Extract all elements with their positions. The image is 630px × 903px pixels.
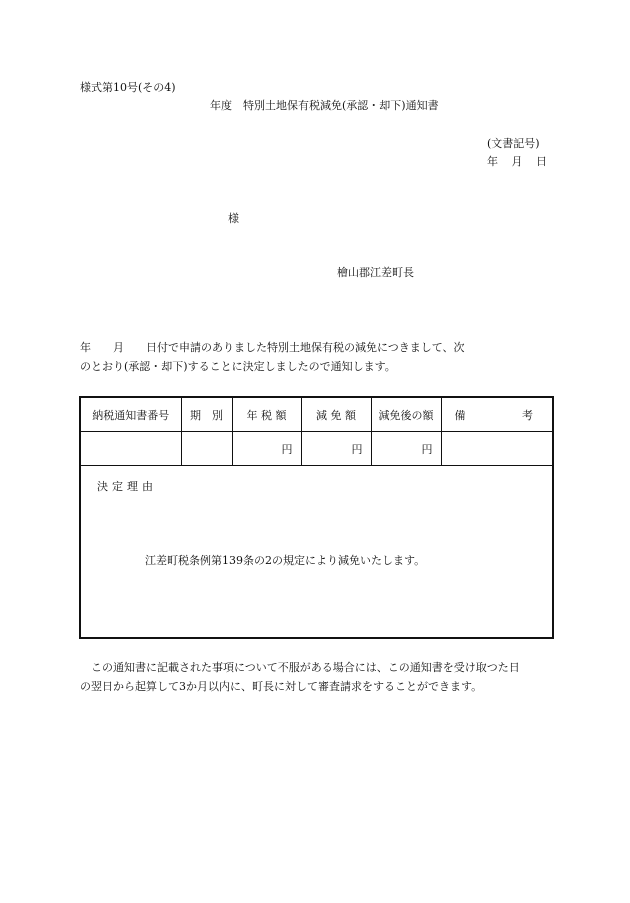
- header-after-reduction: 減免後の額: [371, 397, 441, 432]
- appeal-notice-line-2: の翌日から起算して3か月以内に、町長に対して審査請求をすることができます。: [80, 680, 483, 693]
- cell-notice-number: [80, 432, 181, 466]
- appeal-notice-line-1: この通知書に記載された事項について不服がある場合には、この通知書を受け取つた日: [91, 661, 520, 674]
- document-title: 年度 特別土地保有税減免(承認・却下)通知書: [210, 99, 439, 112]
- cell-after-reduction: 円: [371, 432, 441, 466]
- table-row: [80, 432, 553, 466]
- form-number: 様式第10号(その4): [80, 81, 176, 94]
- body-text-line-1: 年 月 日付で申請のありました特別土地保有税の減免につきまして、次: [80, 341, 465, 354]
- issue-date: 年 月 日: [487, 155, 547, 168]
- reason-cell: [80, 466, 553, 639]
- header-period: 期 別: [181, 397, 232, 432]
- body-text-line-2: のとおり(承認・却下)することに決定しましたので通知します。: [80, 360, 396, 373]
- cell-tax-amount: 円: [232, 432, 301, 466]
- reason-label: 決定理由: [97, 480, 157, 493]
- sender-name: 檜山郡江差町長: [337, 266, 414, 279]
- reason-text: 江差町税条例第139条の2の規定により減免いたします。: [145, 554, 426, 567]
- header-tax-amount: 年 税 額: [232, 397, 301, 432]
- header-reduction-amount: 減 免 額: [301, 397, 371, 432]
- table-header-row: [80, 397, 553, 432]
- cell-remarks: [441, 432, 553, 466]
- addressee-suffix: 様: [228, 212, 239, 225]
- header-remarks-char-2: 考: [522, 408, 533, 422]
- header-notice-number: 納税通知書番号: [80, 397, 181, 432]
- header-remarks: [441, 397, 553, 432]
- header-remarks-char-1: 備: [454, 408, 466, 422]
- cell-period: [181, 432, 232, 466]
- decision-table: [79, 396, 554, 639]
- document-number: (文書記号): [487, 137, 540, 150]
- reason-row: [80, 466, 553, 639]
- cell-reduction-amount: 円: [301, 432, 371, 466]
